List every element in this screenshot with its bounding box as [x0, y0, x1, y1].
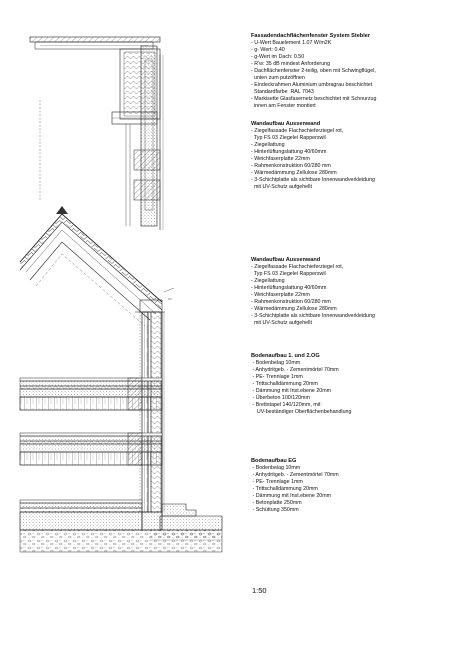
spec-line: - U-Wert Bauelement 1.07 W/m2K	[251, 40, 332, 47]
spec-line: - 3-Schichtplatte als sichtbare Innenwandverkleidung	[251, 312, 375, 319]
spec-line: - Betonplatte 250mm	[251, 499, 302, 506]
spec-line: - PE- Trennlage 1mm	[251, 479, 303, 486]
svg-text:▭: ▭	[168, 296, 172, 301]
spec-line: mit UV-Schutz aufgehellt	[251, 319, 312, 326]
spec-line: - Trittschalldämmung 20mm	[251, 381, 318, 388]
spec-line: - Hinterlüftungslattung 40/60mm	[251, 285, 327, 292]
ground-floor-slab	[20, 500, 222, 552]
spec-floor-ground	[251, 458, 451, 514]
spec-line: - Schüttung 350mm	[251, 506, 299, 513]
spec-title: Wandaufbau Aussenwand	[251, 121, 321, 127]
spec-line: - Trittschalldämmung 20mm	[251, 486, 318, 493]
spec-line: - Bodenbelag 10mm	[251, 465, 301, 472]
spec-line: - 3-Schichtplatte als sichtbare Innenwandverkleidung	[251, 176, 375, 183]
spec-line: unten zum putzöffnen	[251, 74, 305, 81]
spec-line: - Rahmenkonstruktion 60/280 mm	[251, 162, 331, 169]
spec-line: - Dämmung mit Inst.ebene 20mm	[251, 493, 332, 500]
spec-line: - Brettstapel 140/120mm, mit	[251, 401, 321, 408]
spec-line: - R'w: 35 dB mindest Anforderung	[251, 61, 331, 68]
drawing-scale: 1:50	[252, 586, 267, 595]
spec-line: - Ziegellattung	[251, 142, 285, 149]
upper-floor-slab	[20, 378, 162, 410]
spec-line: - Anhydritgeb. - Zementmörtel 70mm	[251, 472, 339, 479]
spec-line: - Wärmedämmung Zellulose 280mm	[251, 305, 337, 312]
spec-line: - g-Wert im Dach: 0.50	[251, 54, 305, 61]
spec-line: - Dachflächenfenster 2-teilig, oben mit Schwingflügel,	[251, 68, 376, 75]
spec-title: Bodenaufbau EG	[251, 458, 297, 464]
spec-title: Wandaufbau Aussenwand	[251, 257, 321, 263]
spec-line: - Ziegelfassade Flachschieferziegel rot,	[251, 128, 344, 135]
spec-title: Bodenaufbau 1. und 2.OG	[251, 353, 320, 359]
spec-floor-upper	[251, 353, 451, 416]
lower-floor-slab	[20, 433, 162, 465]
spec-line: - Weichfaserplatte 22mm	[251, 156, 310, 163]
spec-line: - PE- Trennlage 1mm	[251, 374, 303, 381]
spec-line: Typ FS 03 Ziegelei Rapperswil	[251, 135, 326, 142]
spec-line: Typ FS 03 Ziegelei Rapperswil	[251, 271, 326, 278]
spec-line: - Bodenbelag 10mm	[251, 360, 301, 367]
spec-line: - g- Wert: 0.40	[251, 47, 285, 54]
spec-roof-window	[251, 33, 451, 109]
spec-line: - Eindeckrahmen Aluminium umbragrau beschichtet	[251, 81, 373, 88]
spec-line: - Dämmung mit Inst.ebene 20mm	[251, 388, 332, 395]
spec-line: UV-beständiger Oberflächenbehandlung	[251, 408, 352, 415]
spec-line: Standardfarbe RAL 7043	[251, 88, 314, 95]
spec-line: - Anhydritgeb. - Zementmörtel 70mm	[251, 367, 339, 374]
spec-line: - Rahmenkonstruktion 60/280 mm	[251, 298, 331, 305]
spec-exterior-wall-upper	[251, 121, 451, 191]
spec-title: Fassadendachflächenfenster System Stebler	[251, 33, 371, 39]
spec-line: mit UV-Schutz aufgehellt	[251, 183, 312, 190]
spec-exterior-wall-lower	[251, 257, 451, 327]
spec-line: innen am Fenster montiert	[251, 102, 316, 109]
spec-line: - Wärmedämmung Zellulose 280mm	[251, 169, 337, 176]
spec-line: - Ziegelfassade Flachschieferziegel rot,	[251, 264, 344, 271]
spec-line: - Weichfaserplatte 22mm	[251, 292, 310, 299]
upper-roof-window-detail	[30, 37, 163, 230]
spec-line: - Markisette Glasfasernetz beschichtet mit Schnurzug	[251, 95, 377, 102]
exterior-wall-section	[140, 312, 164, 512]
spec-line: - Hinterlüftungslattung 40/60mm	[251, 149, 327, 156]
spec-line: - Ziegellattung	[251, 278, 285, 285]
spec-line: - Überbeton 100/120mm	[251, 394, 310, 401]
